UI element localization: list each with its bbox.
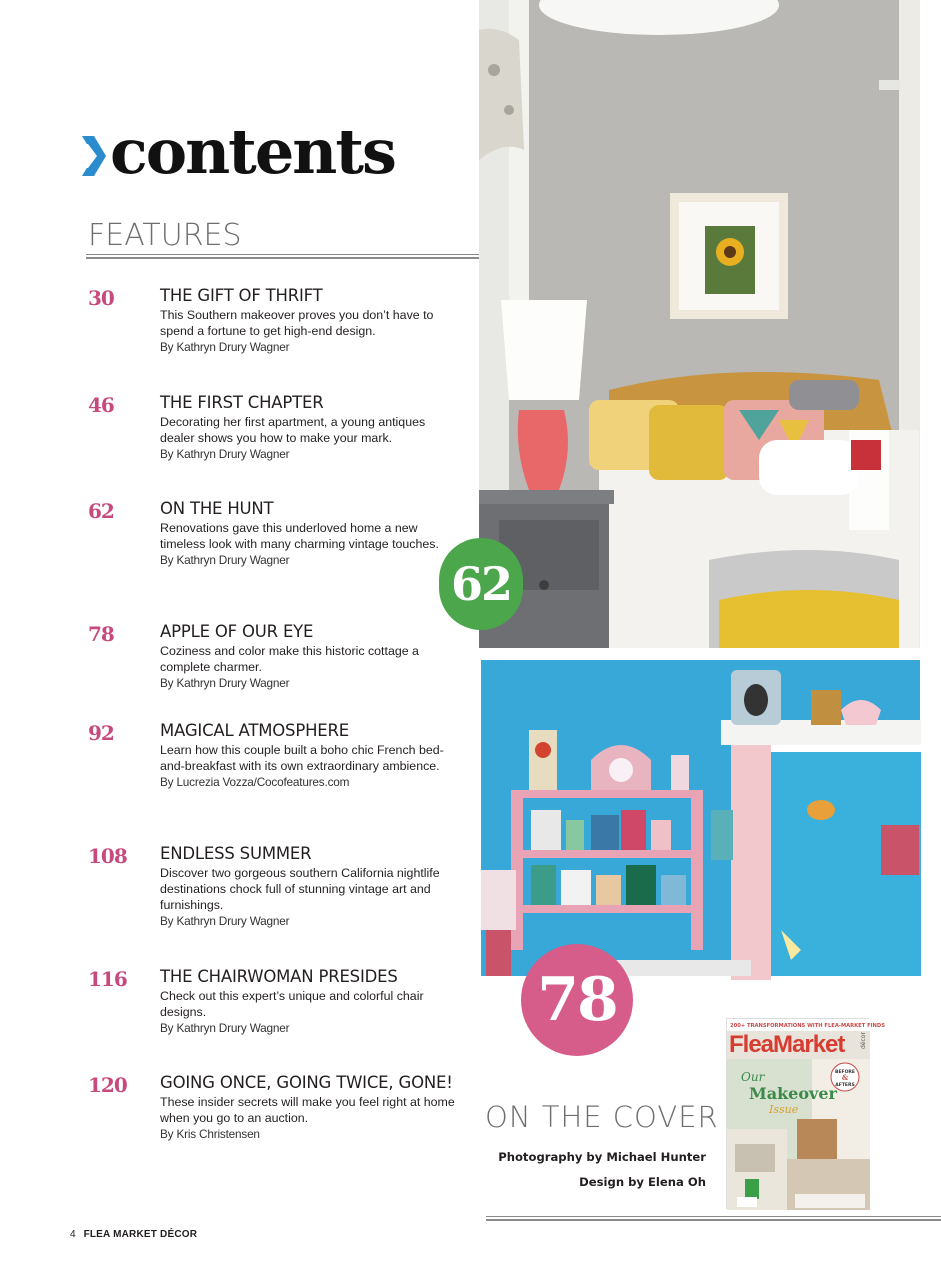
entry-description: This Southern makeover proves you don’t have to spend a fortune to get high-end design. bbox=[160, 308, 434, 338]
features-divider bbox=[86, 254, 479, 255]
cover-brand-sub: décor bbox=[860, 1032, 867, 1049]
page-badge-78: 78 bbox=[521, 944, 633, 1056]
bedroom-photo bbox=[479, 0, 920, 648]
cover-stamp-bottom: AFTERS bbox=[835, 1083, 855, 1088]
cover-brand: FleaMarket bbox=[729, 1031, 845, 1058]
entry-description: Check out this expert’s unique and colorful chair designs. bbox=[160, 989, 424, 1019]
entry-byline: By Kris Christensen bbox=[160, 1127, 260, 1141]
entry-description: These insider secrets will make you feel right at home when you go to an auction. bbox=[160, 1095, 455, 1125]
cover-headline-sub: Issue bbox=[769, 1103, 799, 1116]
entry-description: Decorating her first apartment, a young antiques dealer shows you how to make your mark. bbox=[160, 415, 426, 445]
entry-byline: By Kathryn Drury Wagner bbox=[160, 676, 290, 690]
page-title: contents bbox=[110, 115, 395, 188]
page-number: 30 bbox=[88, 286, 114, 310]
page-number: 78 bbox=[88, 622, 114, 646]
cover-stamp-top: BEFORE bbox=[835, 1070, 855, 1075]
entry-byline: By Kathryn Drury Wagner bbox=[160, 914, 290, 928]
entry-description: Discover two gorgeous southern California nightlife destinations chock full of stunning vintage art and furnishings. bbox=[160, 866, 440, 912]
contents-heading bbox=[80, 112, 395, 192]
page-number: 108 bbox=[88, 844, 127, 868]
cover-tagline: 200+ TRANSFORMATIONS WITH FLEA-MARKET FINDS bbox=[730, 1023, 885, 1029]
on-the-cover-label: ON THE COVER bbox=[485, 1100, 719, 1134]
entry-byline: By Kathryn Drury Wagner bbox=[160, 340, 290, 354]
entry-title: THE FIRST CHAPTER bbox=[160, 393, 324, 412]
folio-page-number: 4 bbox=[70, 1229, 76, 1240]
entry-title: APPLE OF OUR EYE bbox=[160, 622, 314, 641]
entry-byline: By Kathryn Drury Wagner bbox=[160, 1021, 290, 1035]
entry-byline: By Lucrezia Vozza/Cocofeatures.com bbox=[160, 775, 350, 789]
blue-room-photo bbox=[481, 660, 920, 976]
page-number: 46 bbox=[88, 393, 114, 417]
cover-kicker: Our bbox=[741, 1070, 765, 1084]
cover-thumbnail[interactable] bbox=[726, 1018, 885, 1209]
folio bbox=[70, 1229, 197, 1240]
folio-magazine-name: FLEA MARKET DÉCOR bbox=[83, 1229, 198, 1240]
entry-description: Renovations gave this underloved home a new timeless look with many charming vintage touches. bbox=[160, 521, 439, 551]
page-number: 92 bbox=[88, 721, 114, 745]
cover-headline: Makeover bbox=[749, 1084, 837, 1103]
page-number: 120 bbox=[88, 1073, 127, 1097]
entry-byline: By Kathryn Drury Wagner bbox=[160, 447, 290, 461]
entry-title: MAGICAL ATMOSPHERE bbox=[160, 721, 349, 740]
design-credit: Design by Elena Oh bbox=[579, 1175, 706, 1189]
entry-title: ENDLESS SUMMER bbox=[160, 844, 312, 863]
entry-description: Learn how this couple built a boho chic French bed-and-breakfast with its own extraordinary ambience. bbox=[160, 743, 444, 773]
cover-stamp-mid: & bbox=[841, 1073, 849, 1082]
page-number: 116 bbox=[88, 967, 127, 991]
chevron-right-icon bbox=[80, 132, 106, 180]
entry-title: GOING ONCE, GOING TWICE, GONE! bbox=[160, 1073, 453, 1092]
entry-title: ON THE HUNT bbox=[160, 499, 274, 518]
features-label: FEATURES bbox=[88, 218, 242, 253]
entry-byline: By Kathryn Drury Wagner bbox=[160, 553, 290, 567]
page-badge-62: 62 bbox=[439, 538, 523, 630]
cover-divider bbox=[486, 1216, 941, 1217]
entry-title: THE CHAIRWOMAN PRESIDES bbox=[160, 967, 398, 986]
entry-title: THE GIFT OF THRIFT bbox=[160, 286, 323, 305]
entry-description: Coziness and color make this historic cottage a complete charmer. bbox=[160, 644, 419, 674]
page-number: 62 bbox=[88, 499, 114, 523]
photo-credit: Photography by Michael Hunter bbox=[498, 1150, 706, 1164]
